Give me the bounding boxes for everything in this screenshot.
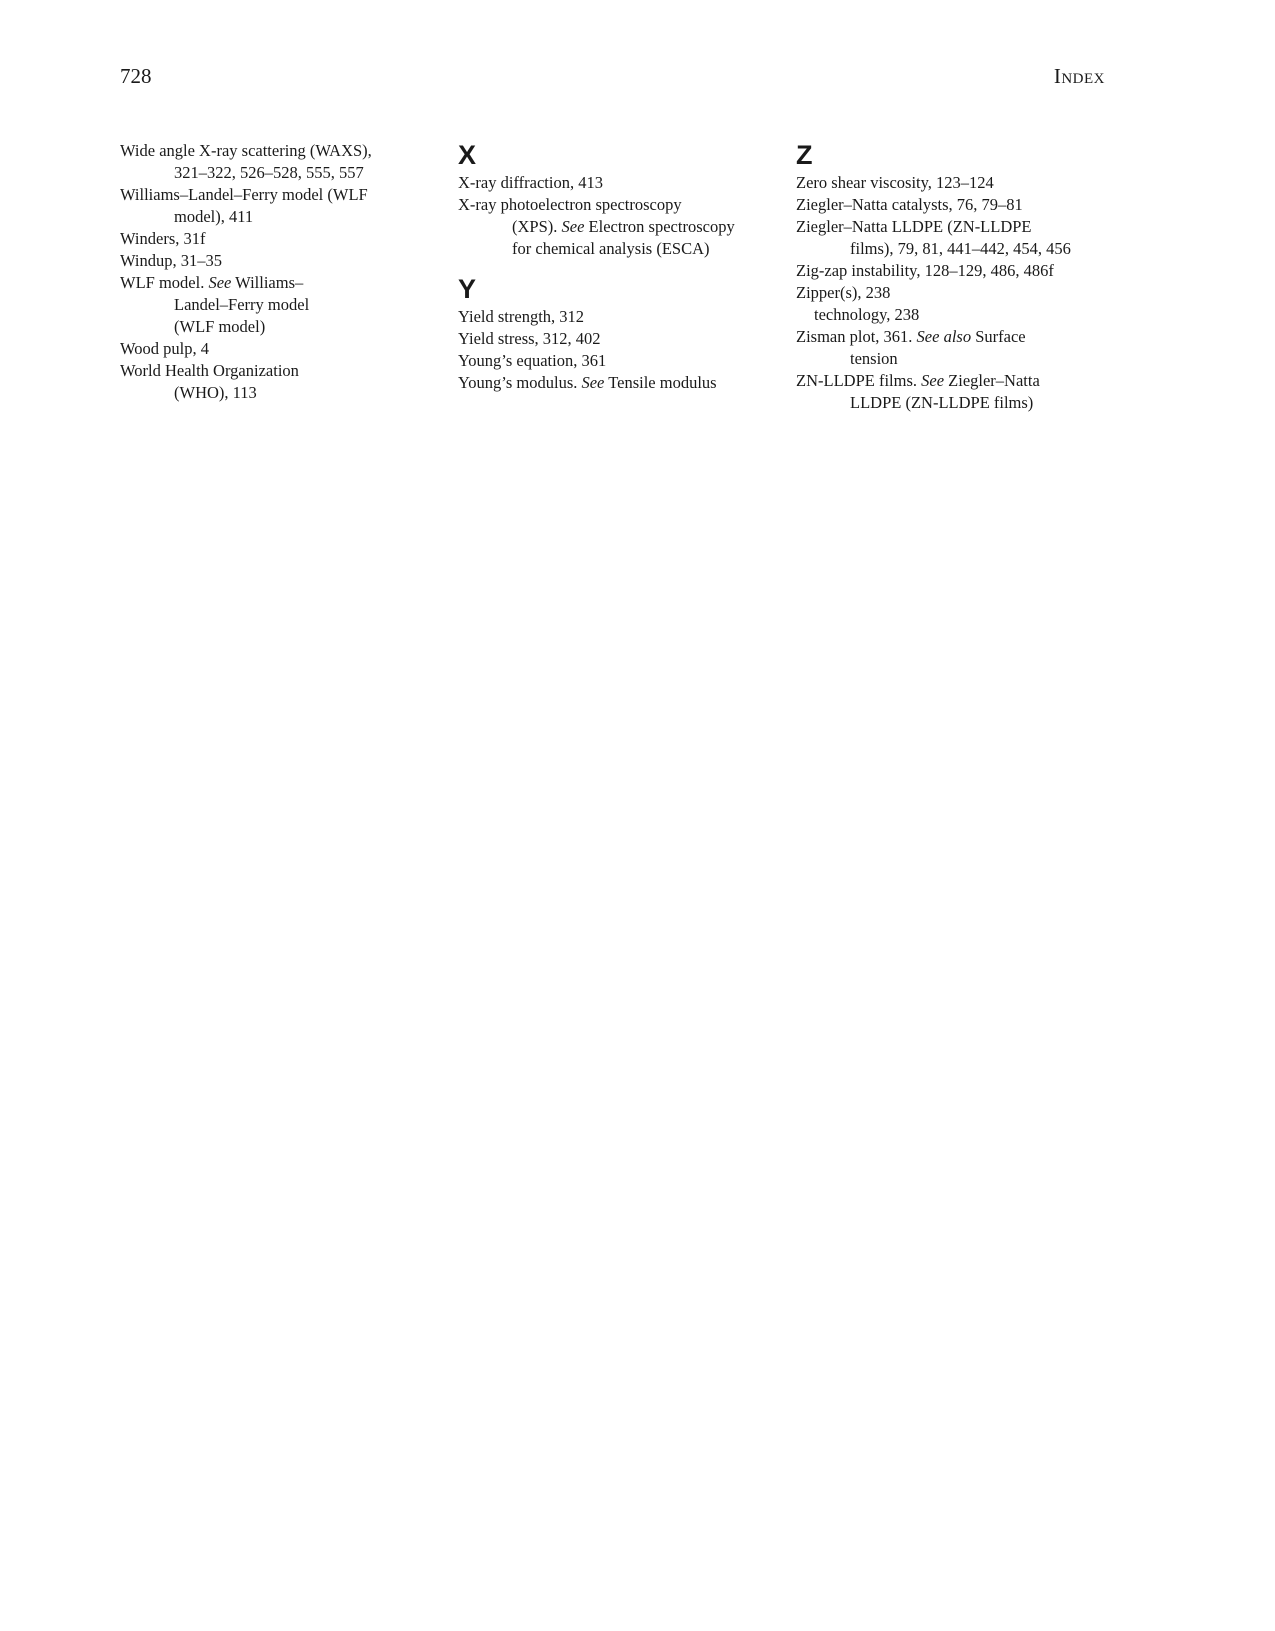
index-entry (796, 326, 1116, 370)
entry-text: Williams– (231, 273, 304, 292)
entry-line (796, 348, 1116, 370)
entry-text: (XPS). (512, 217, 562, 236)
entry-line (458, 238, 778, 260)
entry-line (796, 216, 1116, 238)
entry-line (120, 206, 440, 228)
entry-line (458, 172, 778, 194)
cross-reference-label: See (921, 371, 945, 390)
entry-text: WLF model. (120, 273, 209, 292)
entry-line (120, 338, 440, 360)
index-entry (120, 184, 440, 228)
entry-line (120, 162, 440, 184)
index-entry (458, 194, 778, 260)
entry-text: Ziegler–Natta catalysts, 76, 79–81 (796, 195, 1023, 214)
entry-text: (WHO), 113 (174, 383, 257, 402)
index-entry (458, 328, 778, 350)
entry-text: (WLF model) (174, 317, 266, 336)
entry-text: X-ray photoelectron spectroscopy (458, 195, 682, 214)
entry-line (458, 194, 778, 216)
entry-text: Yield stress, 312, 402 (458, 329, 601, 348)
entry-text: World Health Organization (120, 361, 299, 380)
index-entry (120, 338, 440, 360)
entry-line (458, 328, 778, 350)
index-entry (458, 172, 778, 194)
index-entry (796, 216, 1116, 260)
entry-text: LLDPE (ZN-LLDPE films) (850, 393, 1034, 412)
entry-line (796, 326, 1116, 348)
cross-reference-label: See (561, 217, 585, 236)
entry-line (458, 372, 778, 394)
entry-line (120, 316, 440, 338)
entry-line (796, 172, 1116, 194)
entry-line (796, 194, 1116, 216)
cross-reference-label: See (208, 273, 232, 292)
index-entry (458, 350, 778, 372)
entry-text: films), 79, 81, 441–442, 454, 456 (850, 239, 1071, 258)
entry-line (458, 306, 778, 328)
entry-line (796, 260, 1116, 282)
index-entry (120, 250, 440, 272)
entry-line (796, 238, 1116, 260)
entry-text: Surface (971, 327, 1026, 346)
index-entry (458, 306, 778, 328)
section-letter-heading: Y (458, 274, 477, 304)
index-entry (796, 260, 1116, 282)
entry-text: Young’s modulus. (458, 373, 582, 392)
entry-line (796, 370, 1116, 392)
entry-text: Young’s equation, 361 (458, 351, 607, 370)
entry-line (120, 360, 440, 382)
entry-text: Tensile modulus (604, 373, 717, 392)
cross-reference-label: See (581, 373, 605, 392)
entry-line (120, 272, 440, 294)
entry-text: Zisman plot, 361. (796, 327, 917, 346)
index-column-3 (796, 140, 1116, 414)
index-subentry (796, 304, 1116, 326)
entry-text: 321–322, 526–528, 555, 557 (174, 163, 364, 182)
entry-text: Zero shear viscosity, 123–124 (796, 173, 994, 192)
entry-text: Windup, 31–35 (120, 251, 222, 270)
entry-text: Zipper(s), 238 (796, 283, 891, 302)
entry-text: for chemical analysis (ESCA) (512, 239, 710, 258)
page-number: 728 (120, 64, 152, 88)
index-entry (120, 228, 440, 250)
entry-text: Williams–Landel–Ferry model (WLF (120, 185, 368, 204)
section-letter-heading: X (458, 140, 477, 170)
entry-line (120, 382, 440, 404)
entry-line (458, 216, 778, 238)
index-entry (796, 370, 1116, 414)
index-entry (458, 372, 778, 394)
index-entry (796, 282, 1116, 304)
entry-text: tension (850, 349, 898, 368)
entry-line (796, 304, 1116, 326)
entry-line (120, 228, 440, 250)
entry-text: Zig-zap instability, 128–129, 486, 486f (796, 261, 1054, 280)
entry-text: Landel–Ferry model (174, 295, 310, 314)
entry-text: Electron spectroscopy (584, 217, 735, 236)
entry-line (120, 140, 440, 162)
entry-text: X-ray diffraction, 413 (458, 173, 603, 192)
entry-text: ZN-LLDPE films. (796, 371, 922, 390)
entry-line (458, 350, 778, 372)
cross-reference-label: See also (916, 327, 972, 346)
entry-text: Wood pulp, 4 (120, 339, 209, 358)
index-entry (120, 140, 440, 184)
entry-text: model), 411 (174, 207, 254, 226)
entry-text: Yield strength, 312 (458, 307, 585, 326)
index-entry (796, 172, 1116, 194)
index-column-2 (458, 140, 778, 394)
index-entry (796, 194, 1116, 216)
entry-line (120, 294, 440, 316)
entry-line (796, 282, 1116, 304)
index-entry (120, 272, 440, 338)
entry-text: Wide angle X-ray scattering (WAXS), (120, 141, 372, 160)
index-column-1 (120, 140, 440, 404)
entry-text: technology, 238 (814, 305, 920, 324)
entry-text: Ziegler–Natta (944, 371, 1040, 390)
running-head: Index (1053, 64, 1105, 88)
entry-line (796, 392, 1116, 414)
entry-text: Winders, 31f (120, 229, 206, 248)
entry-text: Ziegler–Natta LLDPE (ZN-LLDPE (796, 217, 1032, 236)
entry-line (120, 184, 440, 206)
section-letter-heading: Z (796, 140, 813, 170)
index-entry (120, 360, 440, 404)
entry-line (120, 250, 440, 272)
